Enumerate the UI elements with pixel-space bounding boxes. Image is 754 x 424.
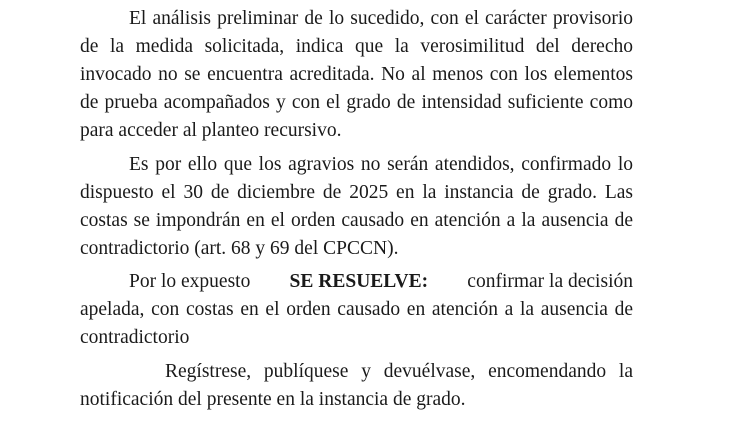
text-line: dispuesto el 30 de diciembre de 2025 en la instancia de grado. Las [80,182,633,203]
text-line: Regístrese, publíquese y devuélvase, encomendando la [165,361,633,382]
text-line: contradictorio (art. 68 y 69 del CPCCN). [80,238,399,259]
text-fragment: confirmar la decisión [467,271,633,292]
text-line: apelada, con costas en el orden causado en atención a la ausencia de [80,299,633,320]
text-line: costas se impondrán en el orden causado en atención a la ausencia de [80,210,633,231]
resolution-line [129,269,633,295]
text-line: El análisis preliminar de lo sucedido, con el carácter provisorio [129,8,633,29]
resolution-heading: SE RESUELVE: [289,271,429,292]
text-line: para acceder al planteo recursivo. [80,120,342,141]
text-line: Es por ello que los agravios no serán atendidos, confirmado lo [129,154,633,175]
text-line: notificación del presente en la instancia de grado. [80,389,466,410]
text-line: de la medida solicitada, indica que la verosimilitud del derecho [80,36,633,57]
text-line: contradictorio [80,327,190,348]
text-line: invocado no se encuentra acreditada. No al menos con los elementos [80,64,633,85]
text-fragment: Por lo expuesto [129,271,251,292]
text-line: de prueba acompañados y con el grado de intensidad suficiente como [80,92,633,113]
